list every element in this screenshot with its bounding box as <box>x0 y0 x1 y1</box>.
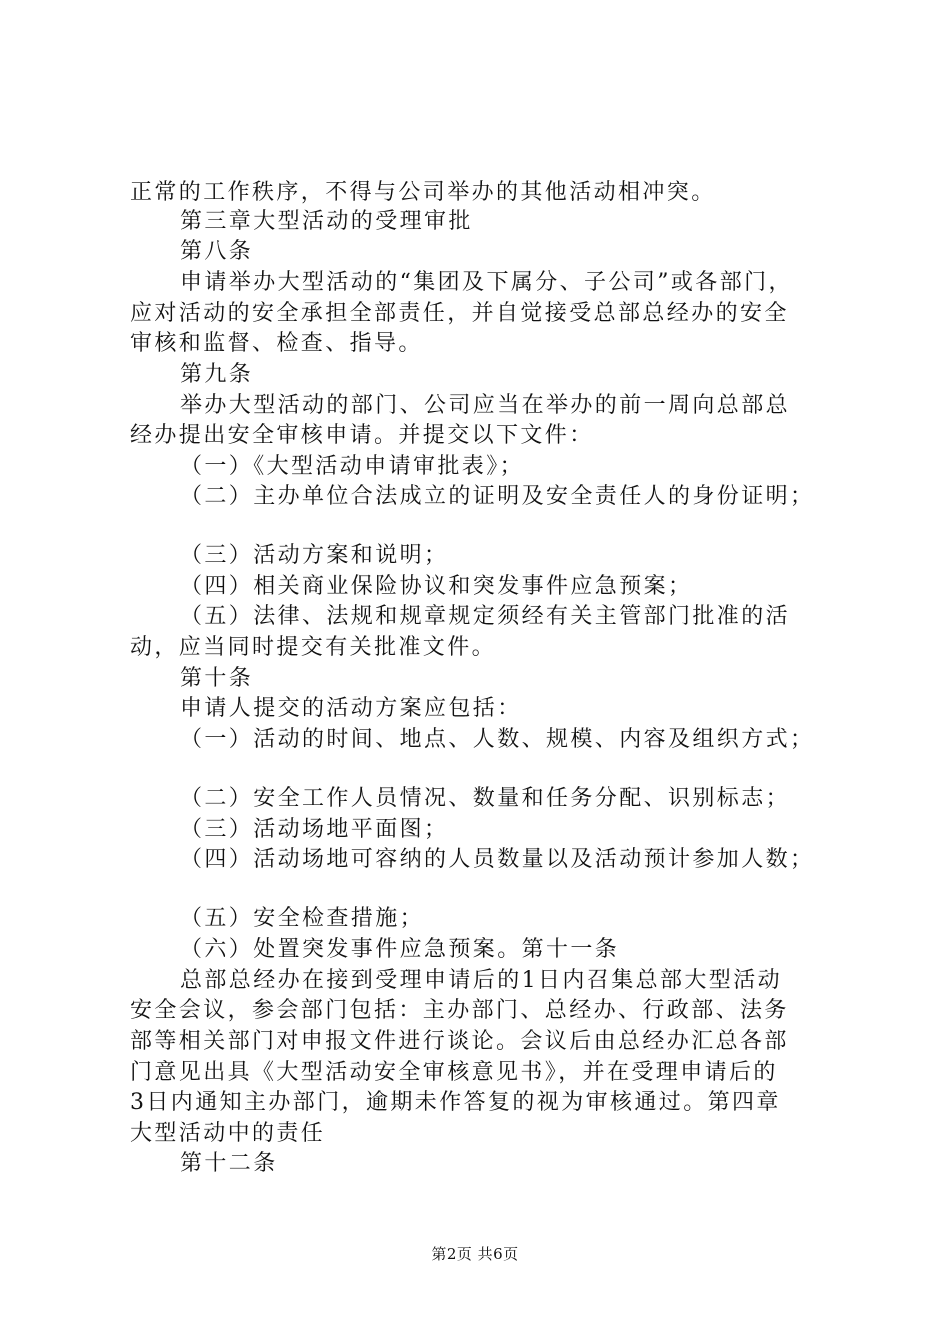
text-line: 3日内通知主办部门，逾期未作答复的视为审核通过。第四章 <box>130 1090 781 1115</box>
text-line: 正常的工作秩序，不得与公司举办的其他活动相冲突。 <box>130 180 716 205</box>
page-number-footer: 第2页 共6页 <box>431 1245 519 1263</box>
text-line: 经办提出安全审核申请。并提交以下文件： <box>130 423 594 448</box>
text-line: 应对活动的安全承担全部责任，并自觉接受总部总经办的安全 <box>130 301 789 326</box>
list-item: （三）活动方案和说明； <box>180 543 449 568</box>
list-item: （四）相关商业保险协议和突发事件应急预案； <box>180 574 693 599</box>
text-line: 举办大型活动的部门、公司应当在举办的前一周向总部总 <box>180 393 791 418</box>
text-line: 部等相关部门对申报文件进行谈论。会议后由总经办汇总各部 <box>130 1029 789 1054</box>
list-item: （六）处置突发事件应急预案。第十一条 <box>180 937 620 962</box>
list-item: （五）法律、法规和规章规定须经有关主管部门批准的活 <box>180 604 791 629</box>
list-item: （五）安全检查措施； <box>180 906 425 931</box>
list-item: （四）活动场地可容纳的人员数量以及活动预计参加人数； <box>180 847 815 872</box>
text-line: 申请人提交的活动方案应包括： <box>180 696 522 721</box>
chapter-heading: 第三章大型活动的受理审批 <box>180 209 473 234</box>
article-heading: 第八条 <box>180 239 254 264</box>
article-heading: 第九条 <box>180 362 254 387</box>
list-item: （二）安全工作人员情况、数量和任务分配、识别标志； <box>180 786 791 811</box>
text-line: 审核和监督、检查、指导。 <box>130 331 423 356</box>
text-line: 大型活动中的责任 <box>130 1121 326 1146</box>
text-line: 总部总经办在接到受理申请后的1日内召集总部大型活动 <box>180 968 782 993</box>
article-heading: 第十条 <box>180 666 254 691</box>
list-item: （二）主办单位合法成立的证明及安全责任人的身份证明； <box>180 484 815 509</box>
text-line: 门意见出具《大型活动安全审核意见书》，并在受理申请后的 <box>130 1060 778 1085</box>
text-line: 动，应当同时提交有关批准文件。 <box>130 635 497 660</box>
list-item: （三）活动场地平面图； <box>180 817 449 842</box>
text-line: 申请举办大型活动的“集团及下属分、子公司”或各部门， <box>180 270 793 295</box>
article-heading: 第十二条 <box>180 1151 278 1176</box>
text-line: 安全会议，参会部门包括：主办部门、总经办、行政部、法务 <box>130 998 789 1023</box>
list-item: （一）《大型活动申请审批表》； <box>180 454 525 479</box>
list-item: （一）活动的时间、地点、人数、规模、内容及组织方式； <box>180 727 815 752</box>
